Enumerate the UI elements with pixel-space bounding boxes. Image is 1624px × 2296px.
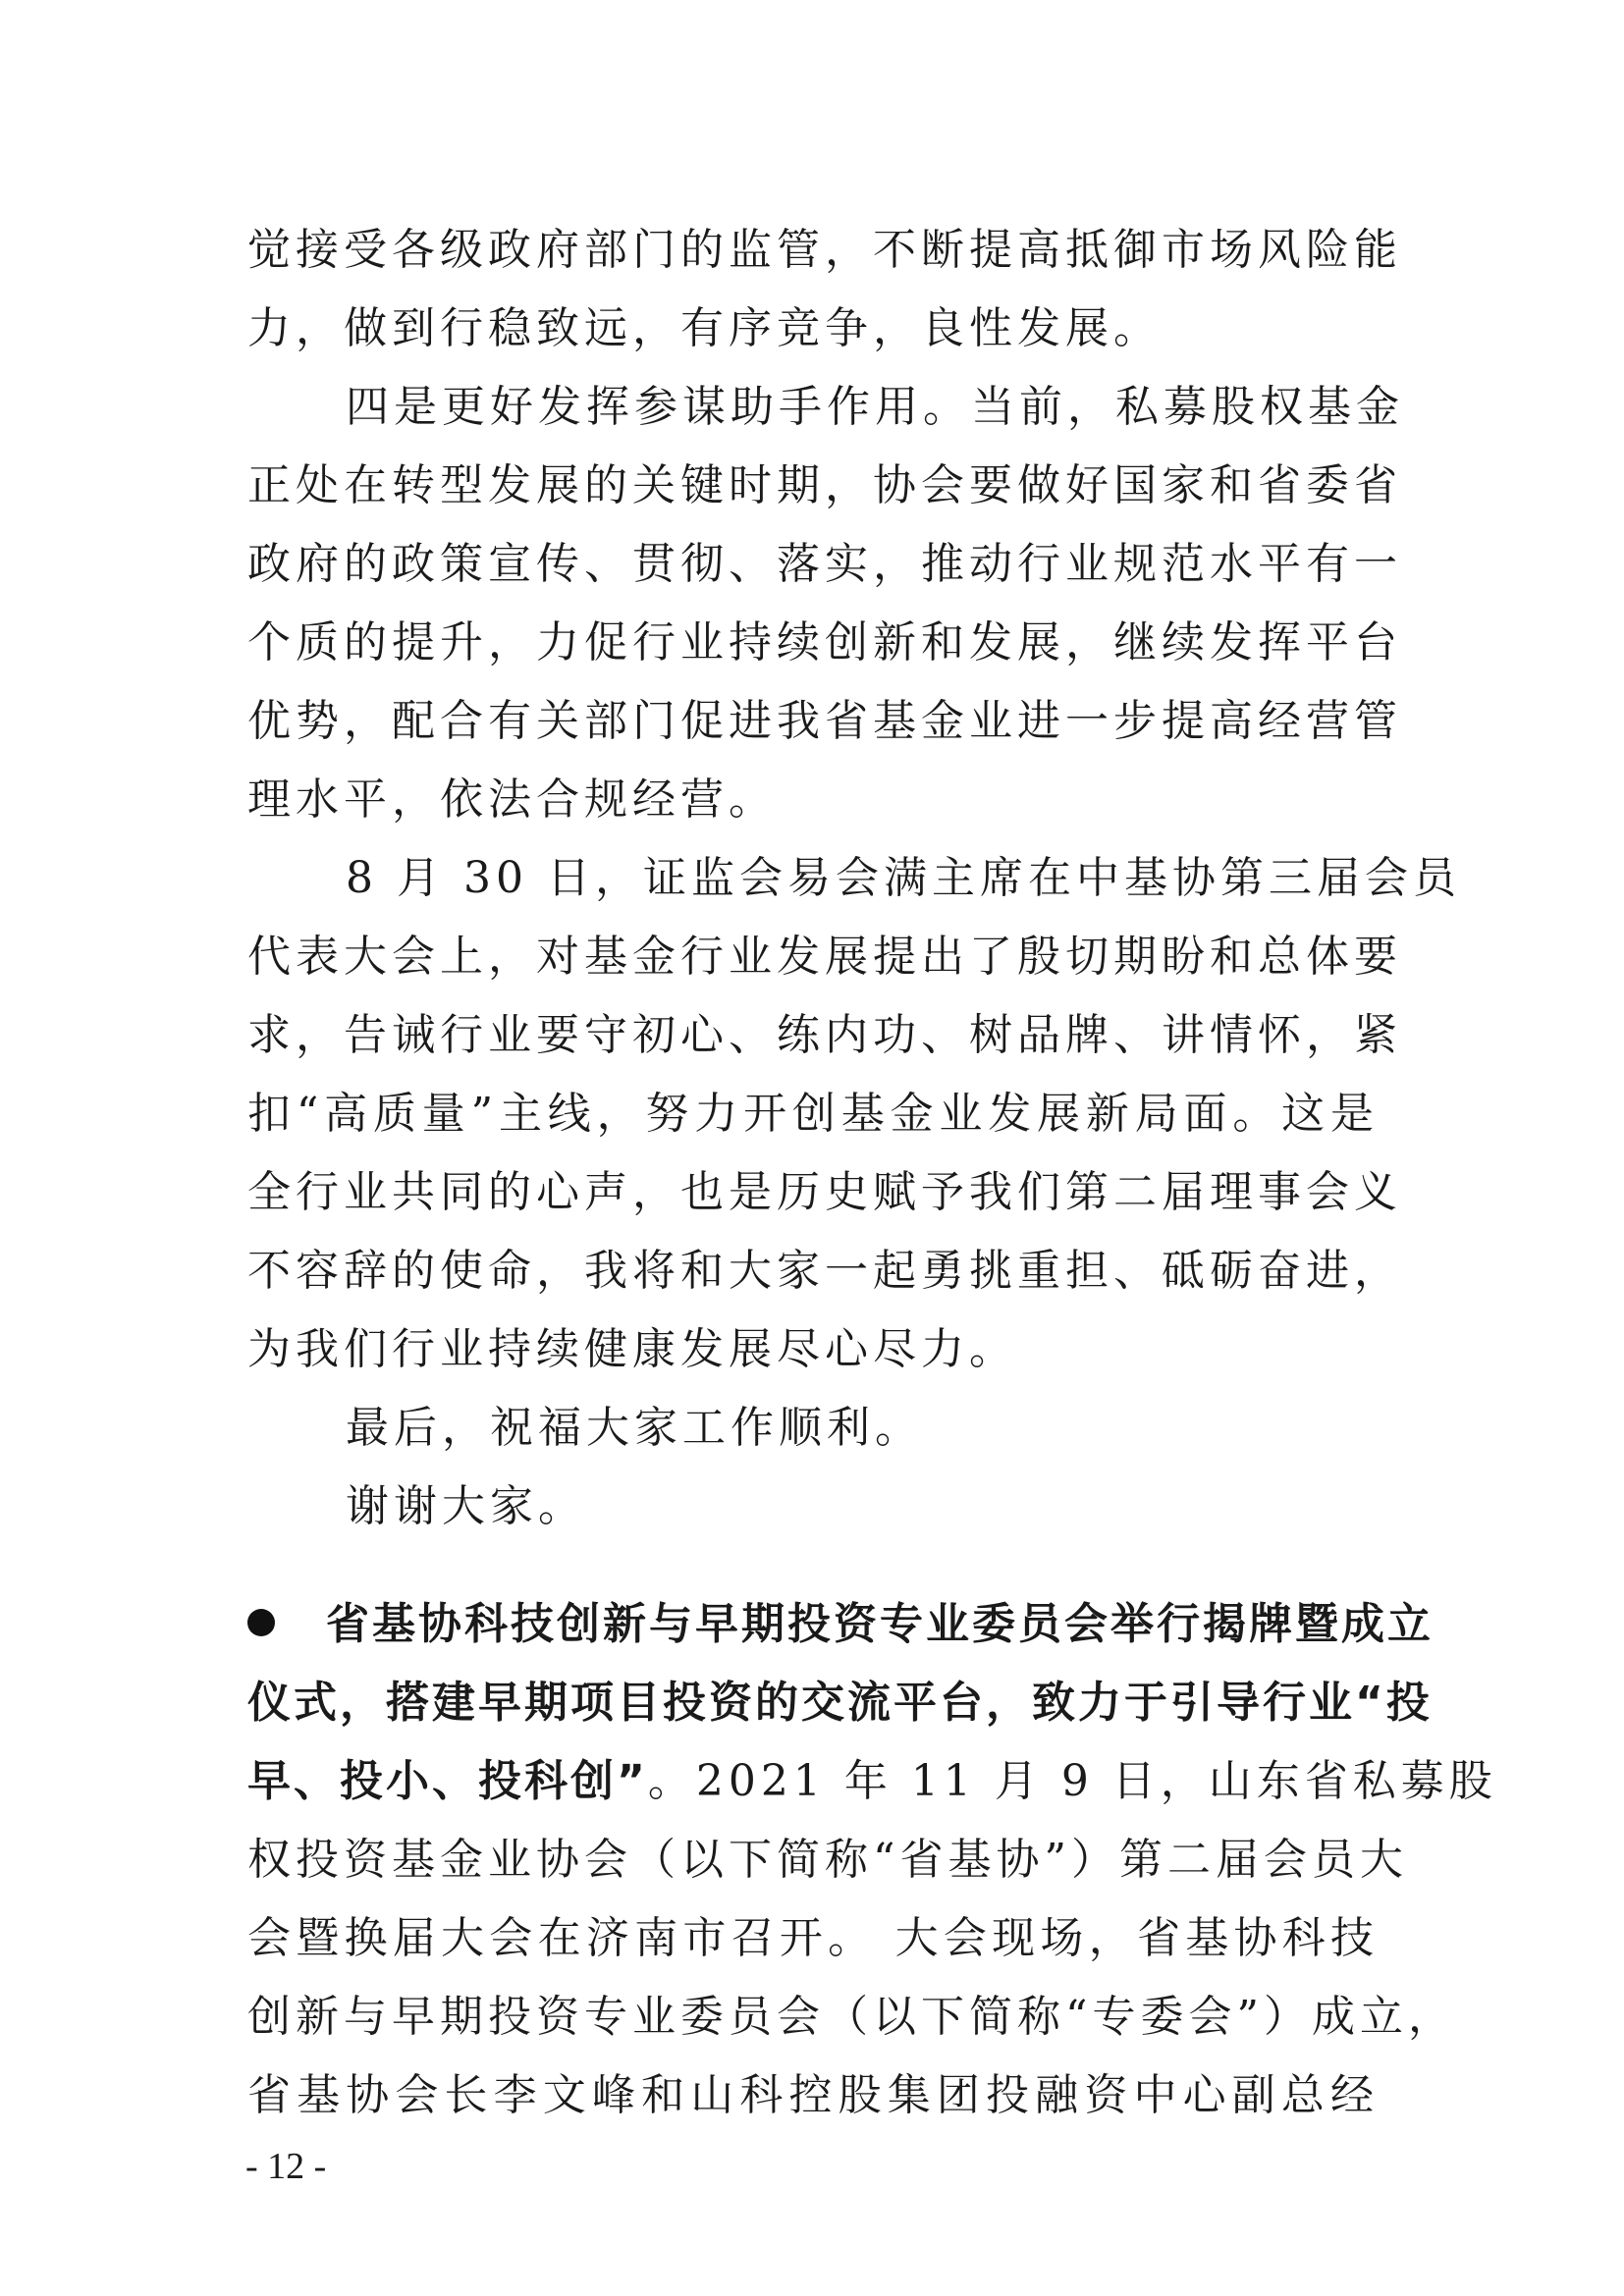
paragraph-continuation	[247, 211, 1402, 368]
news-headline-line: 省基协科技创新与早期投资专业委员会举行揭牌暨成立	[247, 1585, 1379, 1664]
text-line: 不容辞的使命，我将和大家一起勇挑重担、砥砺奋进，	[247, 1246, 1402, 1296]
text-line: 理水平，依法合规经营。	[247, 774, 777, 825]
text-line: 创新与早期投资专业委员会（以下简称“专委会”）成立，	[247, 1992, 1456, 2042]
bullet-icon	[247, 1609, 275, 1636]
text-line: 权投资基金业协会（以下简称“省基协”）第二届会员大	[247, 1835, 1408, 1885]
news-item	[247, 1585, 1497, 2135]
text-line: 政府的政策宣传、贯彻、落实，推动行业规范水平有一	[247, 539, 1402, 589]
paragraph-point-four	[247, 368, 1404, 839]
text-line: 求，告诫行业要守初心、练内功、树品牌、讲情怀，紧	[247, 1010, 1402, 1060]
text-line: 力，做到行稳致远，有序竞争，良性发展。	[247, 303, 1162, 353]
news-headline-line	[247, 1742, 1497, 1821]
text-line: 觉接受各级政府部门的监管，不断提高抵御市场风险能	[247, 225, 1402, 275]
page-number: - 12 -	[245, 2146, 327, 2187]
text-line: 省基协会长李文峰和山科控股集团投融资中心副总经	[247, 2070, 1379, 2120]
text-line: 会暨换届大会在济南市召开。 大会现场，省基协科技	[247, 1913, 1379, 1963]
text-line: 全行业共同的心声，也是历史赋予我们第二届理事会义	[247, 1167, 1402, 1217]
text-line: 四是更好发挥参谋助手作用。当前，私募股权基金	[346, 382, 1404, 432]
text-line: 代表大会上，对基金行业发展提出了殷切期盼和总体要	[247, 932, 1402, 982]
document-page	[247, 211, 1497, 2135]
text-line: 为我们行业持续健康发展尽心尽力。	[247, 1324, 1017, 1374]
text-line: 个质的提升，力促行业持续创新和发展，继续发挥平台	[247, 617, 1402, 667]
text-line: 优势，配合有关部门促进我省基金业进一步提高经营管	[247, 696, 1402, 746]
text-line: 正处在转型发展的关键时期，协会要做好国家和省委省	[247, 460, 1402, 510]
closing-wishes: 最后，祝福大家工作顺利。	[346, 1403, 923, 1453]
text-line: 8 月 30 日，证监会易会满主席在中基协第三届会员	[346, 853, 1461, 903]
news-body-start: 。2021 年 11 月 9 日，山东省私募股	[647, 1756, 1497, 1806]
closing-thanks: 谢谢大家。	[346, 1481, 586, 1531]
news-headline-tail: 早、投小、投科创”	[247, 1756, 648, 1806]
text-line: 扣“高质量”主线，努力开创基金业发展新局面。这是	[247, 1089, 1379, 1139]
section-gap	[247, 1546, 1379, 1585]
paragraph-csrc-speech	[247, 839, 1461, 1389]
news-headline-line: 仪式，搭建早期项目投资的交流平台，致力于引导行业“投	[247, 1678, 1433, 1728]
